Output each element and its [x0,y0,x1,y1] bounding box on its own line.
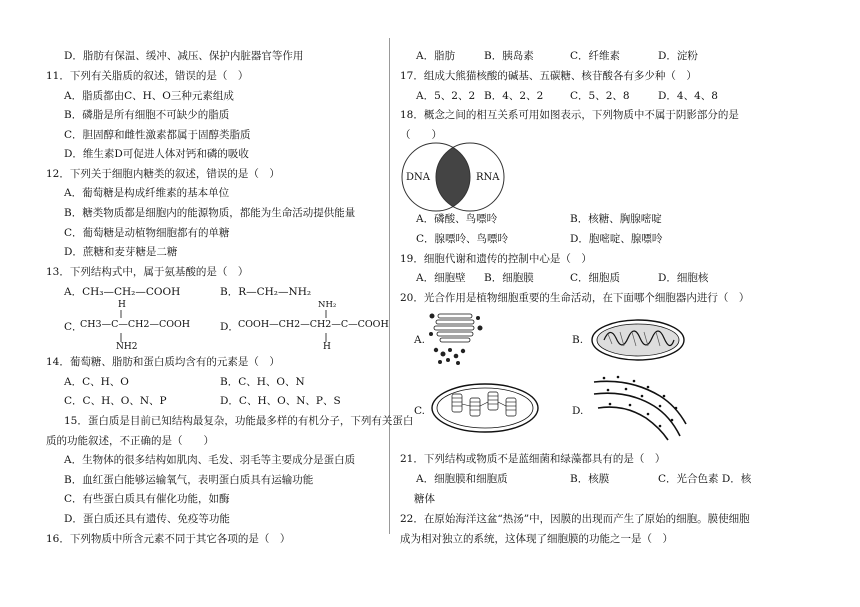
q11-option-c: C．胆固醇和雌性激素都属于固醇类脂质 [64,129,251,141]
q13-option-d-bottom-h: H [323,342,331,352]
q13-option-c-top-h: H [118,300,126,310]
q22-line2: 成为相对独立的系统，这体现了细胞膜的功能之一是（ ） [400,533,673,545]
q18-option-c: C．腺嘌呤、鸟嘌呤 [416,233,509,245]
q13-stem: 13．下列结构式中，属于氨基酸的是（ ） [46,266,249,278]
endoplasmic-reticulum-image [590,374,690,442]
q15-stem-line2: 质的功能叙述，不正确的是（ ） [46,435,214,447]
q22-line1: 22．在原始海洋这盆“热汤”中，因膜的出现而产生了原始的细胞。膜使细胞 [400,513,750,525]
q15-option-c: C．有些蛋白质具有催化功能，如酶 [64,493,230,505]
q17-option-b: B．4、2、2 [484,90,544,102]
venn-label-rna: RNA [476,172,500,183]
q11-option-a: A．脂质都由C、H、O三种元素组成 [64,90,234,102]
q16-option-c: C．纤维素 [570,50,621,62]
venn-label-dna: DNA [406,172,430,183]
q16-option-b: B．胰岛素 [484,50,534,62]
q14-stem: 14．葡萄糖、脂肪和蛋白质均含有的元素是（ ） [46,356,280,368]
q20-label-b: B. [572,334,584,346]
q13-option-a: A．CH₃—CH₂—COOH [64,286,181,298]
q11-stem: 11．下列有关脂质的叙述，错误的是（ ） [46,70,249,82]
q13-option-c-bonds [116,308,126,358]
q14-option-c: C．C、H、O、N、P [64,395,167,407]
q21-option-b: B．核膜 [570,473,610,485]
q20-label-a: A. [414,334,425,346]
q15-stem-line1: 15．蛋白质是目前已知结构最复杂，功能最多样的有机分子，下列有关蛋白 [64,415,414,427]
q13-option-d-top-nh2: NH₂ [318,300,337,310]
q20-label-c: C. [414,405,425,417]
q12-option-c: C．葡萄糖是动植物细胞都有的单糖 [64,227,230,239]
q16-option-d: D．淀粉 [658,50,698,62]
q21-stem: 21．下列结构或物质不是蓝细菌和绿藻都具有的是（ ） [400,453,666,465]
q18-option-d: D．胞嘧啶、腺嘌呤 [570,233,663,245]
chloroplast-image [430,382,540,434]
q14-option-b: B．C、H、O、N [220,376,305,388]
q12-stem: 12．下列关于细胞内糖类的叙述，错误的是（ ） [46,168,280,180]
q17-option-a: A．5、2、2 [416,90,476,102]
q19-option-b: B．细胞膜 [484,272,534,284]
q12-option-b: B．糖类物质都是细胞内的能源物质，都能为生命活动提供能量 [64,207,356,219]
q13-option-d-label: D． [220,321,239,333]
q13-option-c-bottom-nh2: NH2 [116,342,138,352]
q13-option-c-label: C． [64,321,83,333]
q16-stem: 16．下列物质中所含元素不同于其它各项的是（ ） [46,533,291,545]
q11-option-d: D．维生素D可促进人体对钙和磷的吸收 [64,148,249,160]
golgi-apparatus-image [428,306,488,366]
q17-option-d: D．4、4、8 [658,90,718,102]
q18-option-b: B．核糖、胸腺嘧啶 [570,213,662,225]
q11-option-b: B．磷脂是所有细胞不可缺少的脂质 [64,109,230,121]
q13-option-b: B．R—CH₂—NH₂ [220,286,312,298]
column-divider [389,38,390,534]
q21-option-a: A．细胞膜和细胞质 [416,473,508,485]
q21-option-c-d: C．光合色素 D．核 [658,473,752,485]
q15-option-a: A．生物体的很多结构如肌肉、毛发、羽毛等主要成分是蛋白质 [64,454,356,466]
q17-option-c: C．5、2、8 [570,90,630,102]
q15-option-b: B．血红蛋白能够运输氧气，表明蛋白质具有运输功能 [64,474,314,486]
q19-stem: 19．细胞代谢和遗传的控制中心是（ ） [400,253,592,265]
q18-stem: 18．概念之间的相互关系可用如图表示，下列物质中不属于阴影部分的是 [400,109,739,121]
q19-option-a: A．细胞壁 [416,272,466,284]
q13-option-d-formula: COOH—CH2—CH2—C—COOH [238,319,389,330]
q17-stem: 17．组成大熊猫核酸的碱基、五碳糖、核苷酸各有多少种（ ） [400,70,697,82]
q18-option-a: A．磷酸、鸟嘌呤 [416,213,498,225]
q21-option-d-continuation: 糖体 [414,493,435,505]
q20-label-d: D. [572,405,584,417]
q18-paren: （ ） [400,129,442,141]
q10-option-d: D．脂肪有保温、缓冲、减压、保护内脏器官等作用 [64,50,304,62]
mitochondrion-image [590,318,686,362]
q12-option-a: A．葡萄糖是构成纤维素的基本单位 [64,187,230,199]
q13-option-d-bonds [321,308,331,358]
q14-option-d: D．C、H、O、N、P、S [220,395,341,407]
q12-option-d: D．蔗糖和麦芽糖是二糖 [64,246,178,258]
q19-option-d: D．细胞核 [658,272,709,284]
q15-option-d: D．蛋白质还具有遗传、免疫等功能 [64,513,230,525]
q20-stem: 20．光合作用是植物细胞重要的生命活动，在下面哪个细胞器内进行（ ） [400,292,750,304]
q13-option-c-formula: CH3—C—CH2—COOH [80,319,191,330]
q14-option-a: A．C、H、O [64,376,129,388]
q19-option-c: C．细胞质 [570,272,621,284]
q16-option-a: A．脂肪 [416,50,456,62]
